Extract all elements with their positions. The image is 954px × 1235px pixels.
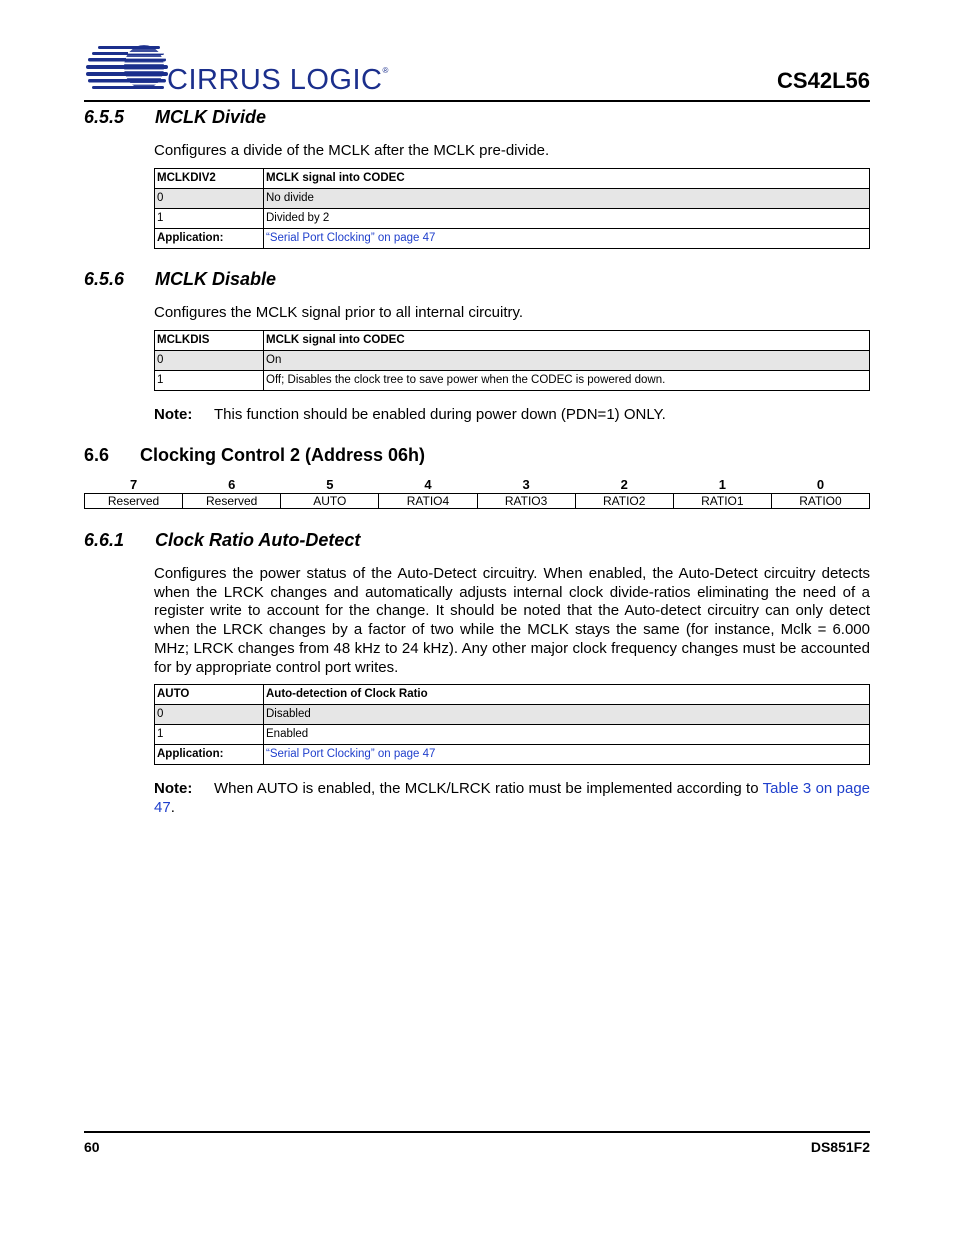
table-header-cell: MCLKDIV2 xyxy=(155,169,264,189)
register-bit-map xyxy=(84,476,870,509)
note-auto xyxy=(154,779,870,817)
table-header-cell: AUTO xyxy=(155,685,264,705)
document-title: CS42L56 xyxy=(777,68,870,93)
auto-table xyxy=(154,684,870,765)
footer-divider xyxy=(84,1131,870,1133)
table-cell: 0 xyxy=(155,351,264,371)
note-text: This function should be enabled during power down (PDN=1) ONLY. xyxy=(214,406,666,423)
table-row xyxy=(155,189,870,209)
bit-number: 5 xyxy=(326,477,334,492)
bit-number: 6 xyxy=(228,477,236,492)
table-cell: 1 xyxy=(155,209,264,229)
table-cell: 0 xyxy=(155,705,264,725)
table-cell: Divided by 2 xyxy=(264,209,870,229)
bit-number: 7 xyxy=(129,477,138,492)
document-id: DS851F2 xyxy=(810,1139,870,1155)
note-pdn xyxy=(154,405,870,424)
table-cell: Off; Disables the clock tree to save power when the CODEC is powered down. xyxy=(264,371,870,391)
section-description: Configures a divide of the MCLK after the MCLK pre-divide. xyxy=(154,142,550,159)
table-header-cell: MCLK signal into CODEC xyxy=(264,331,870,351)
note-text: When AUTO is enabled, the MCLK/LRCK ratio must be implemented according to xyxy=(214,780,759,797)
table-row xyxy=(155,745,870,765)
bit-field-name: Reserved xyxy=(183,494,281,509)
table-header-cell: Auto-detection of Clock Ratio xyxy=(264,685,870,705)
bit-number: 4 xyxy=(424,477,432,492)
section-description: Configures the MCLK signal prior to all internal circuitry. xyxy=(154,304,524,321)
table-row xyxy=(155,209,870,229)
bit-number: 1 xyxy=(718,477,726,492)
bit-field-name: RATIO1 xyxy=(673,494,771,509)
bit-field-name: RATIO3 xyxy=(477,494,575,509)
serial-port-clocking-link[interactable]: “Serial Port Clocking” on page 47 xyxy=(266,232,436,244)
table-cell: On xyxy=(264,351,870,371)
bit-field-name: AUTO xyxy=(281,494,379,509)
section-heading-clocking-control-2: 6.6 Clocking Control 2 (Address 06h) xyxy=(84,445,426,465)
table-cell: 1 xyxy=(155,371,264,391)
bit-number: 0 xyxy=(816,477,825,492)
table-header-cell: MCLK signal into CODEC xyxy=(264,169,870,189)
bit-number: 2 xyxy=(620,477,628,492)
header-divider xyxy=(84,100,870,102)
table-row xyxy=(155,371,870,391)
note-label: Note: xyxy=(154,406,193,423)
brand-name: CIRRUS LOGIC® xyxy=(167,64,389,96)
table-cell: Disabled xyxy=(264,705,870,725)
section-description: Configures the power status of the Auto-Detect circuitry. When enabled, the Auto-Detect circuitry detects when the LRCK changes and automatically adjusts internal clock divide-ratios eliminating the need of a register write to account for the change. It should be noted that the Auto-detect circuitry can only detect when the LRCK changes by a factor of two while the MCLK stays the same (for instance, Mclk = 6.000 MHz; LRCK changes from 48 kHz to 24 kHz). Any other major clock frequency changes must be accounted for by appropriate control port writes. xyxy=(154,565,870,676)
page-number: 60 xyxy=(84,1139,100,1155)
bit-field-name: Reserved xyxy=(85,494,183,509)
note-end: . xyxy=(170,799,175,816)
page-header xyxy=(84,40,870,102)
table-header-cell: MCLKDIS xyxy=(155,331,264,351)
table-cell: No divide xyxy=(264,189,870,209)
table-row xyxy=(155,229,870,249)
note-label: Note: xyxy=(154,780,193,797)
bit-number: 3 xyxy=(522,477,530,492)
bit-field-name: RATIO2 xyxy=(575,494,673,509)
table-3-link[interactable]: Table 3 on page 47 xyxy=(154,780,870,816)
table-cell: Enabled xyxy=(264,725,870,745)
application-label: Application: xyxy=(155,229,264,249)
table-row xyxy=(155,725,870,745)
bit-field-name: RATIO0 xyxy=(771,494,869,509)
mclkdis-table xyxy=(154,330,870,391)
section-heading-mclk-divide: 6.5.5 MCLK Divide xyxy=(84,107,267,127)
section-heading-clock-ratio-auto-detect: 6.6.1 Clock Ratio Auto-Detect xyxy=(84,530,361,550)
table-cell: 0 xyxy=(155,189,264,209)
serial-port-clocking-link[interactable]: “Serial Port Clocking” on page 47 xyxy=(266,748,436,760)
mclkdiv2-table xyxy=(154,168,870,249)
application-label: Application: xyxy=(155,745,264,765)
table-cell: 1 xyxy=(155,725,264,745)
table-row xyxy=(155,705,870,725)
table-row xyxy=(155,351,870,371)
cirrus-logic-logo-icon xyxy=(84,40,170,96)
bit-field-name: RATIO4 xyxy=(379,494,477,509)
section-heading-mclk-disable: 6.5.6 MCLK Disable xyxy=(84,269,277,289)
